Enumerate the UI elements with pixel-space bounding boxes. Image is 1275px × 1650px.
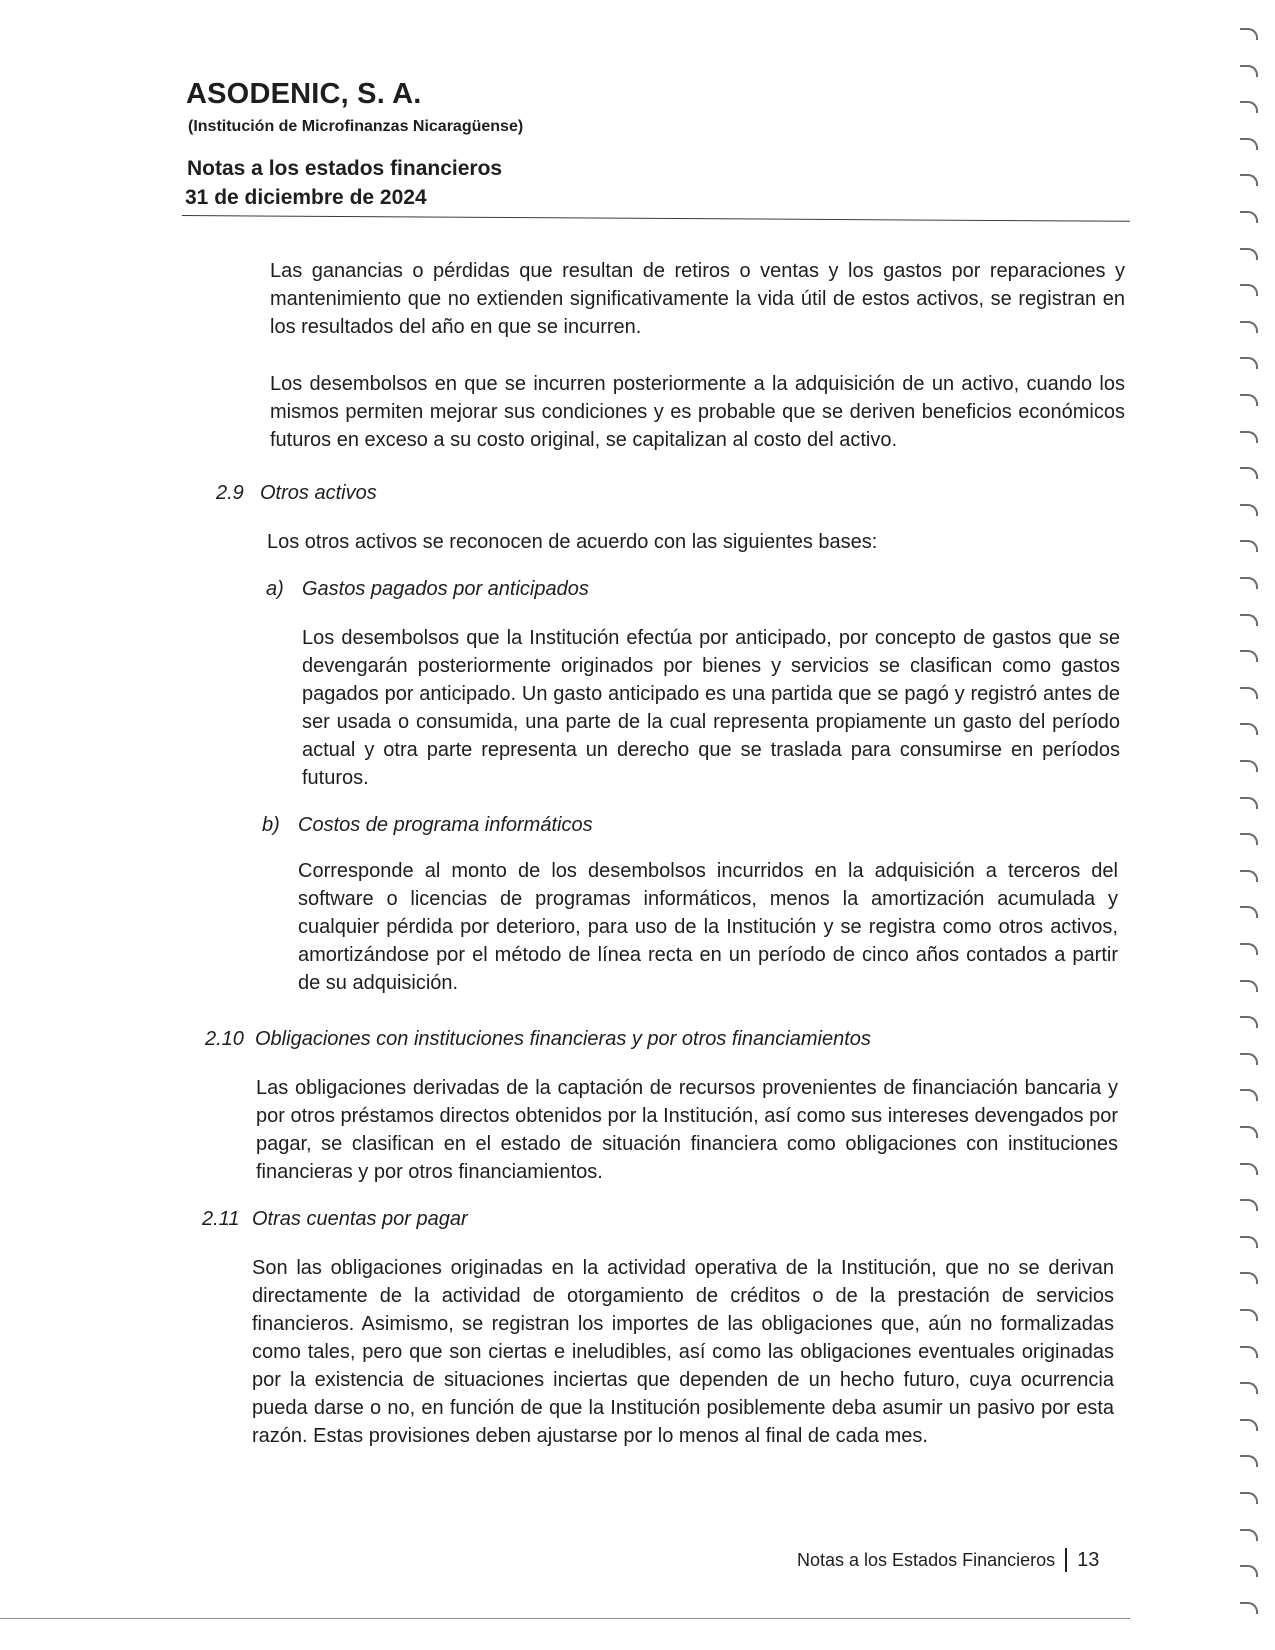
binding-ring [1240, 1602, 1258, 1614]
binding-ring [1240, 1016, 1258, 1028]
paragraph-financial-obligations: Las obligaciones derivadas de la captación de recursos provenientes de financiación bancaria y por otros préstamos directos obtenidos por la Institución, así como sus intereses devengados por pagar, se clasifican en el estado de situación financiera como obligaciones con instituciones financieras y por otros financiamientos. [256, 1077, 1118, 1183]
binding-ring [1240, 797, 1258, 809]
binding-ring [1240, 980, 1258, 992]
binding-ring [1240, 174, 1258, 186]
binding-ring [1240, 467, 1258, 479]
paragraph-other-payables: Son las obligaciones originadas en la actividad operativa de la Institución, que no se derivan directamente de la actividad de otorgamiento de créditos o de la prestación de servicios financieros. Asimismo, se registran los importes de las obligaciones que, aún no formalizadas como tales, pero que son ciertas e ineludibles, así como las obligaciones eventuales originadas por la existencia de situaciones inciertas que dependen de un hecho futuro, cuya ocurrencia pueda darse o no, en función de que la Institución posiblemente deba asumir un pasivo por esta razón. Estas provisiones deben ajustarse por lo menos al final de cada mes. [252, 1257, 1114, 1447]
binding-ring [1240, 65, 1258, 77]
page-footer [797, 1548, 1099, 1572]
binding-ring [1240, 248, 1258, 260]
binding-ring [1240, 1163, 1258, 1175]
binding-ring [1240, 394, 1258, 406]
binding-ring [1240, 1089, 1258, 1101]
binding-ring [1240, 138, 1258, 150]
binding-ring [1240, 1309, 1258, 1321]
section-heading-2-10 [205, 1028, 871, 1051]
section-number: 2.11 [202, 1208, 240, 1230]
section-number: 2.9 [216, 482, 244, 504]
binding-ring [1240, 906, 1258, 918]
paragraph-software-costs: Corresponde al monto de los desembolsos incurridos en la adquisición a terceros del software o licencias de programas informáticos, menos la amortización acumulada y cualquier pérdida por deterioro, para uso de la Institución y se registra como otros activos, amortizándose por el método de línea recta en un período de cinco años contados a partir de su adquisición. [298, 860, 1118, 994]
binding-ring [1240, 833, 1258, 845]
binding-ring [1240, 723, 1258, 735]
binding-ring [1240, 101, 1258, 113]
spiral-binding [1240, 28, 1270, 1628]
subsection-letter: b) [262, 814, 280, 836]
section-heading-2-11 [202, 1208, 468, 1231]
footer-label: Notas a los Estados Financieros [797, 1549, 1056, 1570]
document-date: 31 de diciembre de 2024 [185, 186, 427, 209]
binding-ring [1240, 540, 1258, 552]
binding-ring [1240, 577, 1258, 589]
binding-ring [1240, 1346, 1258, 1358]
binding-ring [1240, 284, 1258, 296]
paragraph-prepaid-expenses: Los desembolsos que la Institución efectúa por anticipado, por concepto de gastos que se devengarán posteriormente originados por bienes y servicios se clasifican como gastos pagados por anticipado. Un gasto anticipado es una partida que se pagó y registró antes de ser usada o consumida, una parte de la cual representa propiamente un gasto del período actual y otra parte representa un derecho que se traslada para consumirse en períodos futuros. [302, 627, 1120, 789]
binding-ring [1240, 211, 1258, 223]
section-title: Otros activos [260, 482, 377, 504]
paragraph-other-assets-intro: Los otros activos se reconocen de acuerdo con las siguientes bases: [267, 531, 878, 553]
subsection-letter: a) [266, 578, 284, 600]
paragraph-subsequent-disbursements: Los desembolsos en que se incurren posteriormente a la adquisición de un activo, cuando los mismos permiten mejorar sus condiciones y es probable que se deriven beneficios económicos futuros en exceso a su costo original, se capitalizan al costo del activo. [270, 373, 1125, 451]
page-number: 13 [1077, 1548, 1100, 1571]
binding-ring [1240, 1236, 1258, 1248]
subsection-heading-a [266, 578, 589, 601]
binding-ring [1240, 1199, 1258, 1211]
binding-ring [1240, 357, 1258, 369]
binding-ring [1240, 504, 1258, 516]
binding-ring [1240, 1492, 1258, 1504]
binding-ring [1240, 1529, 1258, 1541]
binding-ring [1240, 1126, 1258, 1138]
binding-ring [1240, 431, 1258, 443]
company-subtitle: (Institución de Microfinanzas Nicaragüense) [188, 118, 524, 135]
subsection-title: Costos de programa informáticos [298, 814, 593, 836]
header-divider [182, 215, 1130, 222]
binding-ring [1240, 1565, 1258, 1577]
binding-ring [1240, 1053, 1258, 1065]
company-name: ASODENIC, S. A. [186, 78, 422, 110]
binding-ring [1240, 28, 1258, 40]
subsection-title: Gastos pagados por anticipados [302, 578, 589, 600]
section-title: Otras cuentas por pagar [252, 1208, 468, 1230]
section-heading-2-9 [216, 482, 377, 505]
binding-ring [1240, 321, 1258, 333]
footer-separator [1065, 1548, 1067, 1572]
footer-divider [0, 1618, 1130, 1619]
binding-ring [1240, 1455, 1258, 1467]
section-number: 2.10 [205, 1028, 244, 1050]
binding-ring [1240, 687, 1258, 699]
subsection-heading-b [262, 814, 593, 837]
binding-ring [1240, 614, 1258, 626]
binding-ring [1240, 1382, 1258, 1394]
binding-ring [1240, 870, 1258, 882]
binding-ring [1240, 943, 1258, 955]
binding-ring [1240, 1272, 1258, 1284]
section-title: Obligaciones con instituciones financieras y por otros financiamientos [255, 1028, 871, 1050]
binding-ring [1240, 1419, 1258, 1431]
binding-ring [1240, 650, 1258, 662]
paragraph-gains-losses: Las ganancias o pérdidas que resultan de retiros o ventas y los gastos por reparaciones y mantenimiento que no extienden significativamente la vida útil de estos activos, se registran en los resultados del año en que se incurren. [270, 260, 1125, 338]
binding-ring [1240, 760, 1258, 772]
document-title: Notas a los estados financieros [187, 157, 503, 180]
